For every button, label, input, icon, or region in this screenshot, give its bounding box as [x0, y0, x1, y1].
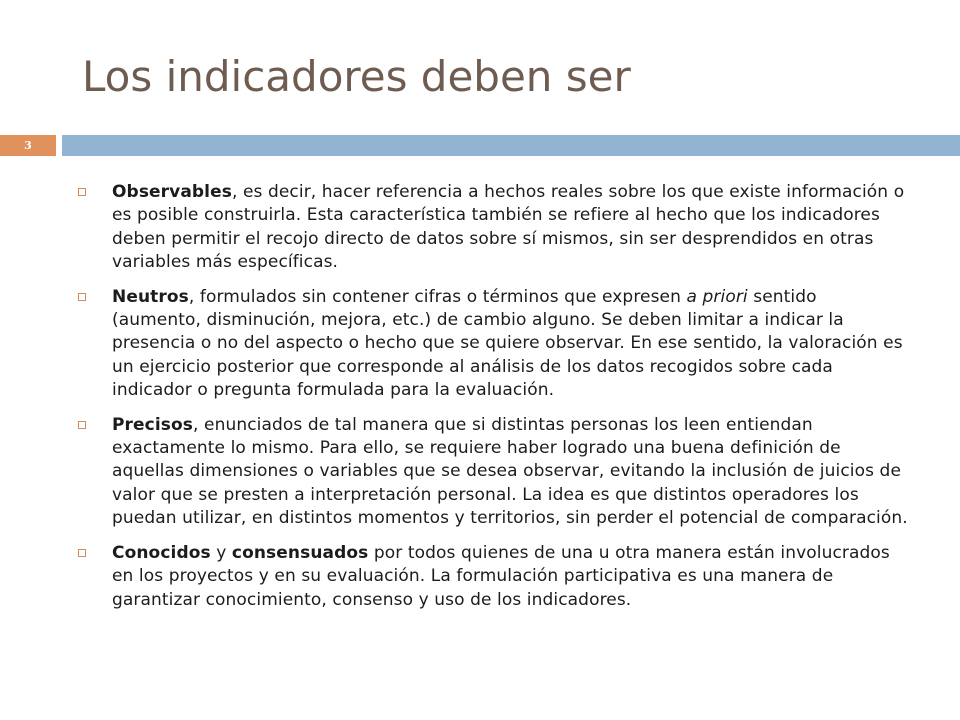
bullet-text: , formulados sin contener cifras o términos que expresen — [188, 286, 687, 307]
header-band — [62, 135, 960, 156]
bullet-term: Neutros — [112, 286, 189, 307]
slide-title: Los indicadores deben ser — [82, 52, 631, 101]
bullet-neutros — [78, 286, 908, 403]
slide-number: 3 — [24, 139, 32, 152]
bullet-text: , enunciados de tal manera que si distintas personas los leen entiendan exactamente lo mismo. Para ello, se requiere haber logrado una buena definición de aquellas dimensiones o variables que se desea observar, evitando la inclusión de juicios de valor que se presten a interpretación personal. La idea es que distintos operadores los puedan utilizar, en distintos momentos y territorios, sin perder el potencial de comparación. — [112, 414, 908, 529]
hollow-square-icon — [78, 188, 86, 196]
bullet-italic-phrase: a priori — [686, 286, 748, 307]
hollow-square-icon — [78, 421, 86, 429]
bullet-text: sentido (aumento, disminución, mejora, etc.) de cambio alguno. Se deben limitar a indicar la presencia o no del aspecto o hecho que se quiere observar. En ese sentido, la valoración es un ejercicio posterior que corresponde al análisis de los datos recogidos sobre cada indicador o pregunta formulada para la evaluación. — [112, 286, 903, 401]
slide-number-badge — [0, 135, 56, 156]
bullet-term: Conocidos — [112, 542, 211, 563]
bullet-precisos — [78, 414, 908, 531]
bullet-text: , es decir, hacer referencia a hechos reales sobre los que existe información o es posible construirla. Esta característica también se refiere al hecho que los indicadores deben permitir el recojo directo de datos sobre sí mismos, sin ser desprendidos en otras variables más específicas. — [112, 182, 905, 273]
bullet-term: consensuados — [231, 542, 369, 563]
bullet-observables — [78, 181, 908, 275]
bullet-term: Precisos — [112, 414, 193, 435]
bullet-list — [78, 181, 908, 623]
bullet-text: por todos quienes de una u otra manera están involucrados en los proyectos y en su evaluación. La formulación participativa es una manera de garantizar conocimiento, consenso y uso de los indicadores. — [112, 542, 890, 610]
hollow-square-icon — [78, 293, 86, 301]
bullet-term: Observables — [112, 182, 232, 202]
hollow-square-icon — [78, 549, 86, 557]
bullet-conocidos — [78, 542, 908, 612]
bullet-joiner: y — [210, 542, 232, 563]
